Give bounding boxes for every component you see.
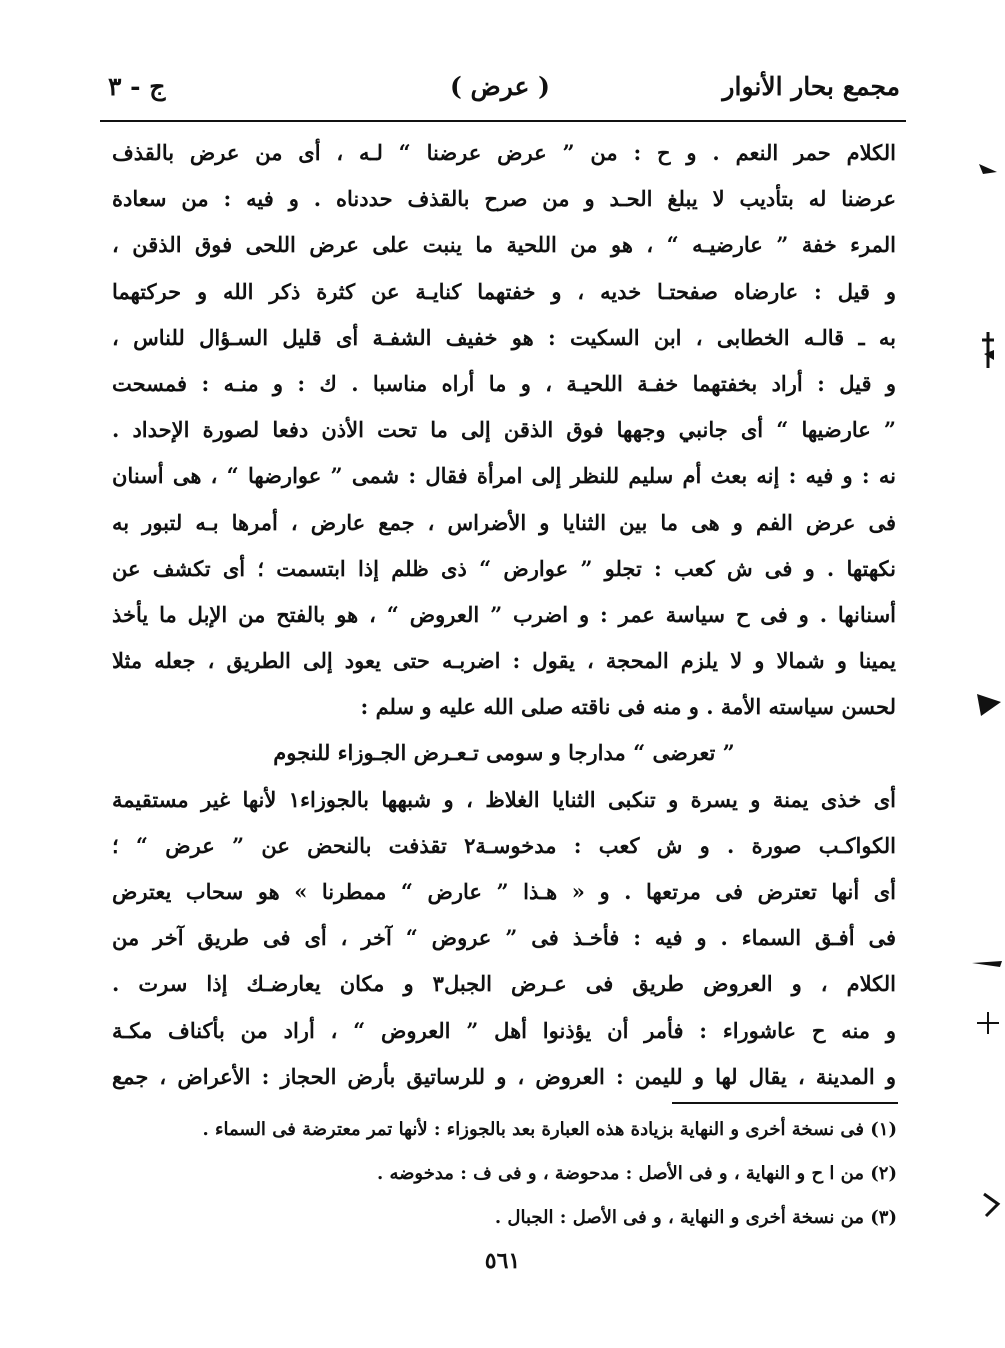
footnote-2: (٢) من ا ح و النهاية ، و فى الأصل : مدحوضة ، و فى ف : مدخوضه .	[376, 1163, 897, 1184]
running-header	[100, 72, 900, 112]
book-title: مجمع بحار الأنوار	[722, 72, 900, 101]
text-line: الكواكـب صورة . و ش كعب : مدخوسـة٢ تقذفت بالنحض عن ” عرض “ ؛	[112, 832, 896, 858]
verse-line: ” تعرضى “ مدارجا و سومى تـعـرض الجـوزاء للنجوم	[273, 740, 735, 766]
text-line: يمينا و شمالا و لا يلزم المحجة ، يقول : اضربـه حتى يعود إلى الطريق ، جعله مثلا	[112, 648, 896, 674]
footnote-3: (٣) من نسخة أخرى و النهاية ، و فى الأصل : الجبال .	[494, 1207, 897, 1228]
text-line: أى أنها تعترض فى مرتعها . و « هـذا ” عارض “ ممطرنا » هو سحاب يعترض	[112, 879, 896, 904]
text-line: عرضنا له بتأديب لا يبلغ الحـد و من صرح بالقذف حددناه . و فيه : من سعادة	[112, 186, 896, 212]
entry-word: ( عرض )	[450, 72, 550, 101]
text-line: و قيل : أراد بخفتهما خفـة اللحيـة ، و ما أراه مناسبا . ك : و منـه : فمسحت	[112, 370, 896, 396]
scan-mark-icon	[978, 330, 998, 370]
text-line: به ـ قالـه الخطابى ، ابن السكيت : هو خفيف الشفـة أى قليل السـؤال للناس ،	[112, 324, 896, 350]
scan-mark-icon	[975, 160, 1001, 186]
text-line: فى عرض الفم و هى ما بين الثنايا و الأضراس ، جمع عارض ، أمرها بـه لتبور به	[112, 509, 896, 535]
text-line: فى أفـق السماء . و فيه : فأخـذ فى ” عروض “ آخر ، أى فى طريق آخر من	[112, 925, 896, 951]
scan-mark-icon	[975, 1010, 1001, 1036]
text-line: نكهتها . و فى ش كعب : تجلو ” عوارض “ ذى ظلم إذا ابتسمت ؛ أى تكشف عن	[112, 555, 896, 581]
text-line: و قيل : عارضاه صفحتـا خديه ، و خفتهما كنايـة عن كثرة ذكر الله و حركتهما	[112, 278, 896, 304]
footnote-rule	[672, 1102, 898, 1104]
text-line: و المدينة ، يقال لها و لليمن : العروض ، و للرساتيق بأرض الحجاز : الأعراض ، جمع	[112, 1063, 896, 1089]
scan-mark-icon	[980, 1190, 1002, 1220]
header-rule	[100, 120, 906, 122]
text-line: الكلام حمر النعم . و ح : من ” عرض عرضنا “ لـه ، أى من عرض بالقذف	[112, 140, 896, 165]
footnotes	[117, 1108, 897, 1240]
text-line: الكلام ، و العروض طريق فى عـرض الجبل٣ و مكان يعارضـك إذا سرت .	[112, 971, 896, 997]
text-line: نه : و فيه : إنه بعث أم سليم للنظر إلى امرأة فقال : شمى ” عوارضها “ ، هى أسنان	[112, 463, 896, 489]
text-line: لحسن سياسته الأمة . و منه فى ناقته صلى الله عليه و سلم :	[360, 694, 896, 720]
volume-label: ج - ٣	[108, 72, 166, 101]
page-number: ٥٦١	[484, 1248, 521, 1274]
text-line: المرء خفة ” عارضيـه “ ، هو من اللحية ما ينبت على عرض اللحى فوق الذقن ،	[112, 232, 896, 258]
scan-mark-icon	[970, 955, 1004, 971]
scan-mark-icon	[975, 690, 1003, 720]
text-line: ” عارضيها “ أى جانبي وجهها فوق الذقن إلى ما تحت الأذن دفعا لصورة الإحداد .	[112, 417, 896, 443]
text-line: أسنانها . و فى ح سياسة عمر : و اضرب ” العروض “ ، هو بالفتح من الإبل ما يأخذ	[112, 601, 896, 627]
footnote-1: (١) فى نسخة أخرى و النهاية بزيادة هذه العبارة بعد بالجوزاء : لأنها تمر معترضة فى السماء .	[202, 1119, 897, 1140]
text-line: أى خذى يمنة و يسرة و تنكبى الثنايا الغلاظ ، و شبهها بالجوزاء١ لأنها غير مستقيمة	[112, 786, 896, 812]
text-line: و منه ح عاشوراء : فأمر أن يؤذنوا أهل ” العروض “ ، أراد من بأكناف مكـة	[112, 1017, 896, 1043]
body-text	[112, 130, 896, 1100]
